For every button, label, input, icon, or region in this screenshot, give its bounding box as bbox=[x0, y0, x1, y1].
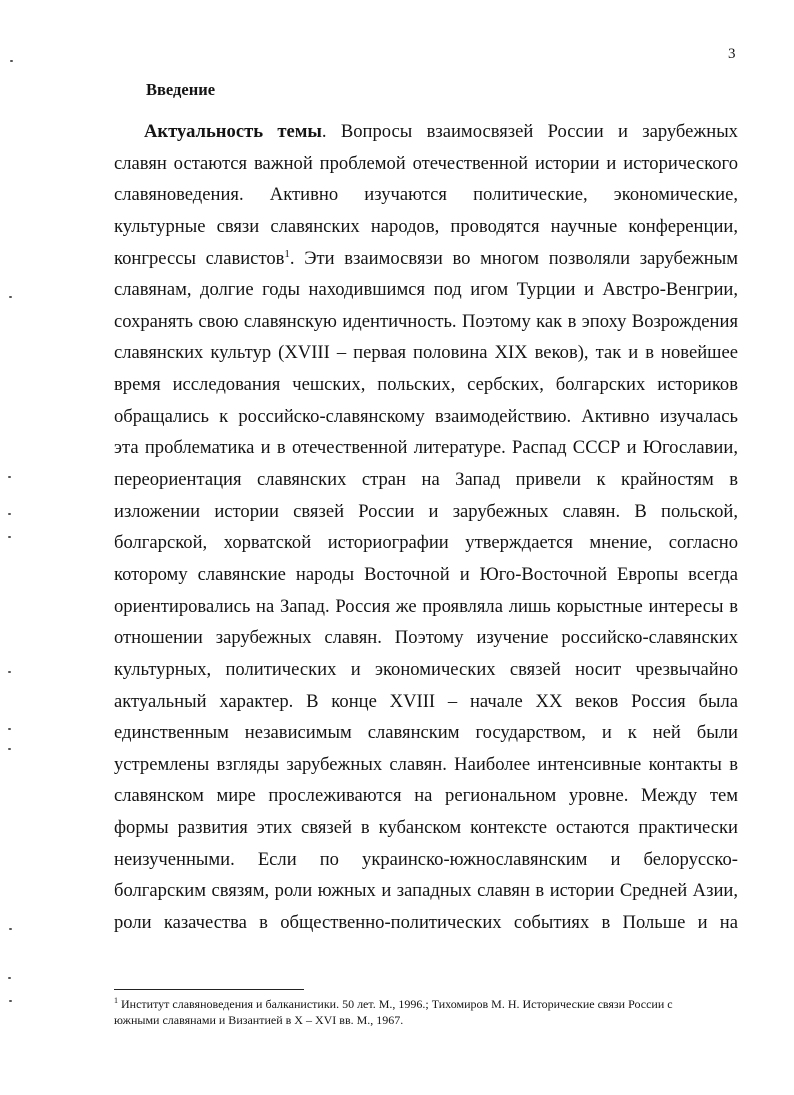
text-line: обращались к российско-славянскому взаимодействию. Активно изучалась bbox=[114, 405, 738, 427]
text-line: эта проблематика и в отечественной литературе. Распад СССР и Югославии, bbox=[114, 437, 738, 459]
scan-speck bbox=[10, 60, 13, 62]
text-line bbox=[114, 243, 738, 275]
scan-speck bbox=[9, 296, 12, 298]
section-heading: Введение bbox=[146, 80, 216, 99]
text-line: болгарским связям, роли южных и западных славян в истории Средней Азии, bbox=[114, 880, 738, 902]
footnote bbox=[114, 996, 738, 1028]
scan-speck bbox=[8, 728, 11, 730]
footnote-line: южными славянами и Византией в X – XVI вв. М., 1967. bbox=[114, 1013, 404, 1027]
text-line: устремлены взгляды зарубежных славян. Наиболее интенсивные контакты в bbox=[114, 753, 738, 775]
scan-speck bbox=[8, 536, 11, 538]
text-line: актуальный характер. В конце XVIII – начале XX веков Россия была bbox=[114, 690, 738, 712]
text-line: переориентация славянских стран на Запад привели к крайностям в bbox=[114, 469, 738, 491]
text-line: время исследования чешских, польских, сербских, болгарских историков bbox=[114, 374, 738, 396]
footnote-marker: 1 bbox=[114, 996, 118, 1005]
text-line: единственным независимым славянским государством, и к ней были bbox=[114, 722, 738, 744]
text-line: славянских культур (XVIII – первая половина XIX веков), так и в новейшее bbox=[114, 342, 738, 364]
text-line: изложении истории связей России и зарубежных славян. В польской, bbox=[114, 500, 738, 522]
scan-speck bbox=[8, 977, 11, 979]
footnote-divider bbox=[114, 989, 304, 990]
text-line: неизученными. Если по украинско-южнославянским и белорусско- bbox=[114, 848, 738, 870]
text-line: культурные связи славянских народов, проводятся научные конференции, bbox=[114, 215, 738, 237]
text-line: сохранять свою славянскую идентичность. Поэтому как в эпоху Возрождения bbox=[114, 310, 738, 332]
footnote-reference[interactable]: 1 bbox=[284, 247, 290, 260]
text-line: которому славянские народы Восточной и Юго-Восточной Европы всегда bbox=[114, 563, 738, 585]
text-fragment: конгрессы славистов bbox=[114, 247, 285, 269]
scan-speck bbox=[8, 671, 11, 673]
scan-speck bbox=[9, 928, 12, 930]
text-line: славяноведения. Активно изучаются политические, экономические, bbox=[114, 184, 738, 206]
scan-speck bbox=[8, 513, 11, 515]
scan-speck bbox=[9, 1000, 12, 1002]
footnote-text: Институт славяноведения и балканистики. 50 лет. М., 1996.; Тихомиров М. Н. Исторические связи России с bbox=[118, 997, 673, 1011]
body-paragraph bbox=[114, 116, 738, 939]
text-line: болгарской, хорватской историографии утверждается мнение, согласно bbox=[114, 532, 738, 554]
text-line: роли казачества в общественно-политических событиях в Польше и на bbox=[114, 912, 738, 934]
text-line: славянам, долгие годы находившимся под игом Турции и Австро-Венгрии, bbox=[114, 279, 738, 301]
text-line: славянском мире прослеживаются на региональном уровне. Между тем bbox=[114, 785, 738, 807]
scan-speck bbox=[8, 748, 11, 750]
text-line bbox=[114, 116, 738, 148]
page-number: 3 bbox=[728, 46, 736, 62]
text-line: отношении зарубежных славян. Поэтому изучение российско-славянских bbox=[114, 627, 738, 649]
text-fragment: . Эти взаимосвязи во многом позволяли зарубежным bbox=[289, 247, 738, 269]
text-line: культурных, политических и экономических связей носит чрезвычайно bbox=[114, 658, 738, 680]
text-line: ориентировались на Запад. Россия же проявляла лишь корыстные интересы в bbox=[114, 595, 738, 617]
text-line: формы развития этих связей в кубанском контексте остаются практически bbox=[114, 817, 738, 839]
lead-term: Актуальность темы bbox=[144, 121, 322, 142]
lead-rest: . Вопросы взаимосвязей России и зарубежных bbox=[321, 121, 738, 142]
text-line: славян остаются важной проблемой отечественной истории и исторического bbox=[114, 152, 738, 174]
scan-speck bbox=[8, 476, 11, 478]
footnote-line bbox=[114, 996, 738, 1012]
